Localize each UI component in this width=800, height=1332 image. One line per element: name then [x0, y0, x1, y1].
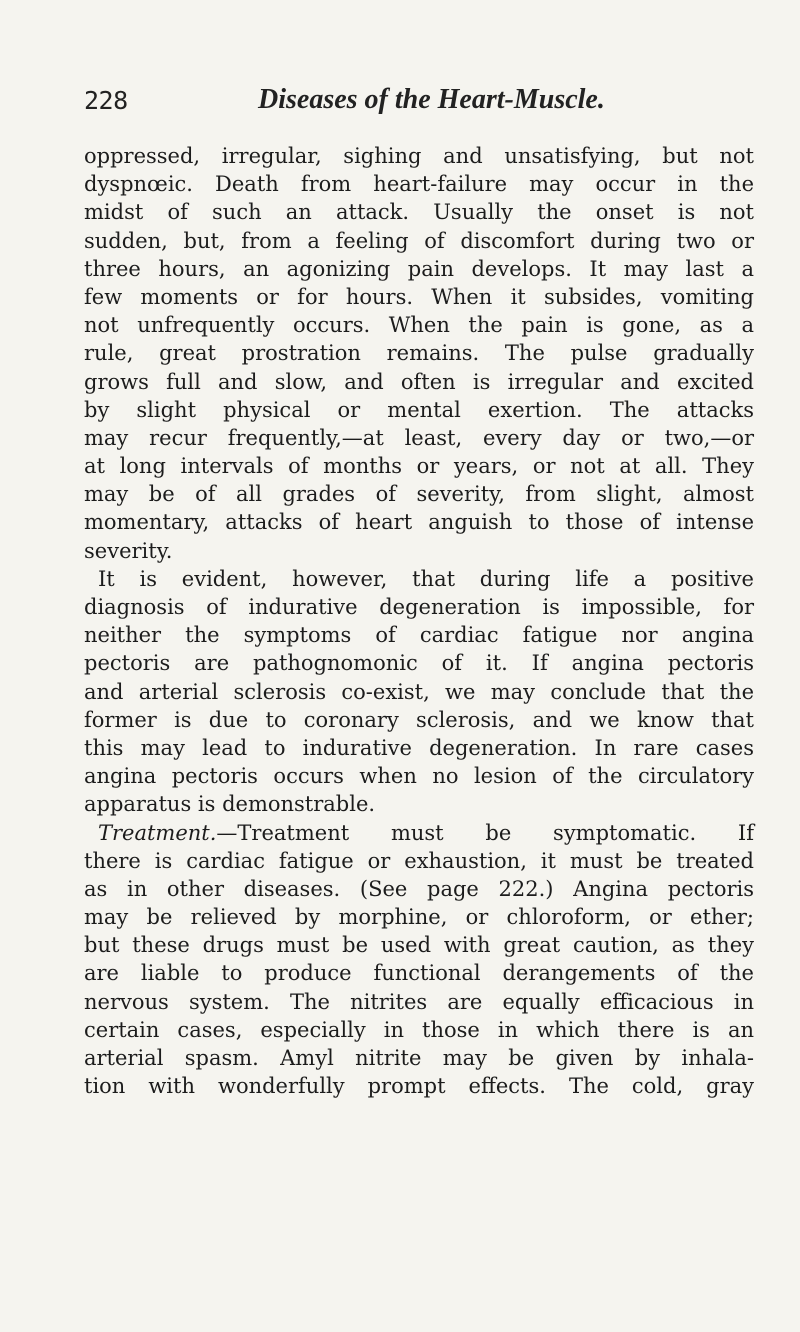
text-line: by slight physical or mental exertion. The attacks — [84, 397, 754, 422]
running-title: Diseases of the Heart-Muscle. — [258, 84, 605, 115]
text-line: as in other diseases. (See page 222.) Angina pectoris — [84, 876, 754, 901]
text-line: severity. — [84, 538, 173, 563]
text-line: momentary, attacks of heart anguish to those of intense — [84, 510, 754, 535]
text-line: there is cardiac fatigue or exhaustion, it must be treated — [84, 848, 754, 873]
text-line: nervous system. The nitrites are equally efficacious in — [84, 989, 754, 1014]
text-line: arterial spasm. Amyl nitrite may be given by inhala- — [84, 1046, 754, 1070]
text-line: this may lead to indurative degeneration. In rare cases — [84, 735, 754, 760]
text-line: not unfrequently occurs. When the pain is gone, as a — [84, 313, 754, 338]
text-line: may be of all grades of severity, from slight, almost — [84, 482, 754, 507]
text-line: may recur frequently,—at least, every day or two,—or — [84, 425, 754, 450]
body-text — [84, 142, 754, 1100]
treatment-heading: Treatment. — [98, 820, 217, 845]
text-line: three hours, an agonizing pain develops. It may last a — [84, 256, 754, 281]
paragraph-diagnosis — [84, 565, 754, 819]
text-line: few moments or for hours. When it subsides, vomiting — [84, 284, 754, 309]
text-line: certain cases, especially in those in which there is an — [84, 1017, 754, 1042]
text-line: apparatus is demonstrable. — [84, 792, 376, 817]
text-line: midst of such an attack. Usually the onset is not — [84, 200, 754, 225]
text-line: sudden, but, from a feeling of discomfort during two or — [84, 228, 754, 253]
text-line: pectoris are pathognomonic of it. If angina pectoris — [84, 651, 754, 676]
text-line — [84, 819, 754, 847]
paragraph-treatment — [84, 819, 754, 1101]
text-line: at long intervals of months or years, or not at all. They — [84, 454, 754, 479]
text-line: and arterial sclerosis co-exist, we may conclude that the — [84, 679, 754, 704]
text-line: diagnosis of indurative degeneration is impossible, for — [84, 595, 754, 619]
text-line: former is due to coronary sclerosis, and we know that — [84, 707, 754, 732]
text-line: but these drugs must be used with great caution, as they — [84, 933, 754, 958]
text-line: It is evident, however, that during life a positive — [98, 566, 754, 591]
text-line: oppressed, irregular, sighing and unsatisfying, but not — [84, 144, 754, 168]
page-header — [84, 82, 724, 122]
text-line: rule, great prostration remains. The pulse gradually — [84, 341, 754, 366]
text-line: dyspnœic. Death from heart-failure may occur in the — [84, 172, 754, 197]
text-line-rest: —Treatment must be symptomatic. If — [216, 820, 754, 845]
page-number: 228 — [84, 86, 128, 115]
text-line: angina pectoris occurs when no lesion of the circulatory — [84, 764, 754, 789]
paragraph-symptoms — [84, 142, 754, 565]
text-line: are liable to produce functional derangements of the — [84, 961, 754, 986]
text-line: neither the symptoms of cardiac fatigue nor angina — [84, 623, 754, 648]
text-line: grows full and slow, and often is irregular and excited — [84, 369, 754, 394]
text-line: tion with wonderfully prompt effects. The cold, gray — [84, 1074, 754, 1099]
text-line: may be relieved by morphine, or chloroform, or ether; — [84, 905, 754, 930]
